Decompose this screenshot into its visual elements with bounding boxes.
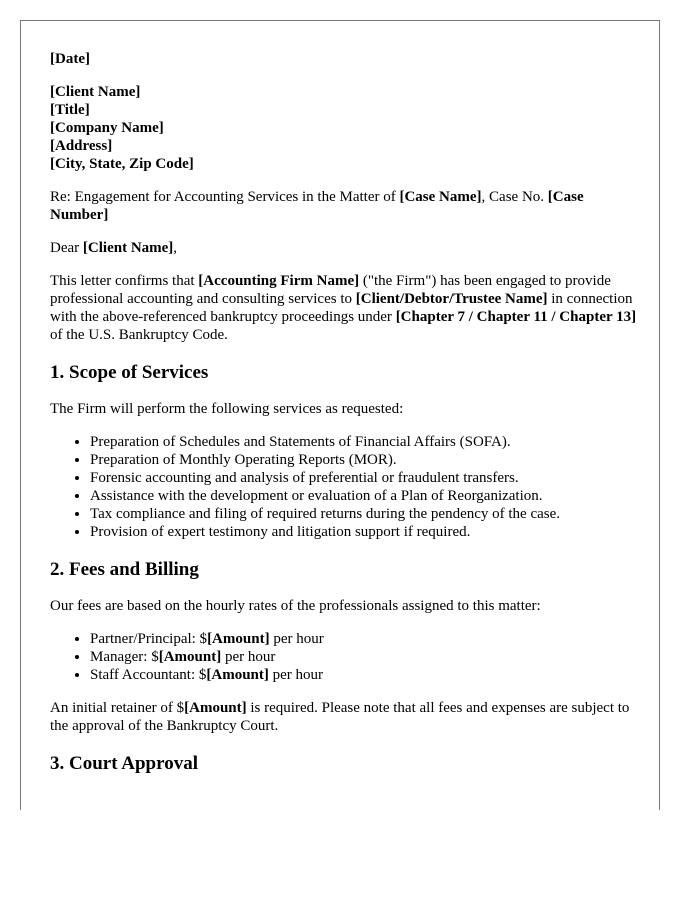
intro-firm-name: [Accounting Firm Name] [198, 273, 360, 289]
retainer-paragraph [50, 699, 640, 735]
hourly-rates-list [50, 630, 640, 684]
rate-amount: [Amount] [207, 631, 270, 647]
list-item: • Preparation of Monthly Operating Reports (MOR). [90, 451, 640, 469]
re-case-number: [Case Number] [50, 189, 584, 223]
section1-heading: 1. Scope of Services [50, 362, 209, 383]
intro-part1: This letter confirms that [50, 273, 199, 289]
rate-amount: [Amount] [206, 667, 269, 683]
list-item: • Forensic accounting and analysis of preferential or fraudulent transfers. [90, 469, 640, 487]
recipient-title: [Title] [50, 102, 90, 118]
rate-unit: per hour [269, 631, 324, 647]
section1-lead: The Firm will perform the following services as requested: [50, 401, 404, 417]
salutation-prefix: Dear [50, 240, 83, 256]
intro-part3: in connection with the above-referenced bankruptcy proceedings under [50, 291, 633, 325]
rate-role: Manager: $ [90, 649, 159, 665]
letter-date: [Date] [50, 51, 90, 67]
recipient-company-name: [Company Name] [50, 120, 164, 136]
salutation-suffix: , [173, 240, 178, 256]
list-item: • Tax compliance and filing of required returns during the pendency of the case. [90, 505, 640, 523]
rate-item-partner [90, 630, 640, 648]
recipient-address-block [50, 83, 640, 173]
intro-paragraph [50, 272, 640, 344]
retainer-suffix: is required. Please note that all fees and expenses are subject to the approval of the Bankruptcy Court. [50, 700, 630, 734]
rate-role: Staff Accountant: $ [90, 667, 207, 683]
recipient-city-state-zip: [City, State, Zip Code] [50, 156, 194, 172]
recipient-address: [Address] [50, 138, 113, 154]
section2-lead: Our fees are based on the hourly rates of the professionals assigned to this matter: [50, 598, 541, 614]
rate-amount: [Amount] [158, 649, 222, 665]
letter-page [20, 20, 660, 810]
re-line [50, 188, 640, 224]
recipient-client-name: [Client Name] [50, 84, 141, 100]
intro-client-debtor: [Client/Debtor/Trustee Name] [355, 291, 548, 307]
list-item: • Preparation of Schedules and Statements of Financial Affairs (SOFA). [90, 433, 640, 451]
re-middle: , Case No. [481, 189, 548, 205]
rate-item-staff [90, 666, 640, 684]
intro-part2: ("the Firm") has been engaged to provide professional accounting and consulting services to [50, 273, 611, 307]
intro-part4: of the U.S. Bankruptcy Code. [50, 327, 228, 343]
re-case-name: [Case Name] [399, 189, 482, 205]
rate-unit: per hour [221, 649, 276, 665]
rate-unit: per hour [268, 667, 324, 683]
salutation-name: [Client Name] [82, 240, 174, 256]
intro-chapter: [Chapter 7 / Chapter 11 / Chapter 13] [395, 309, 637, 325]
rate-item-manager [90, 648, 640, 666]
letter-body [50, 50, 640, 791]
scope-services-list [50, 433, 640, 541]
retainer-amount: [Amount] [184, 700, 247, 716]
list-item: • Assistance with the development or evaluation of a Plan of Reorganization. [90, 487, 640, 505]
salutation [50, 239, 640, 257]
section3-heading: 3. Court Approval [50, 753, 198, 774]
re-prefix: Re: Engagement for Accounting Services in the Matter of [50, 189, 400, 205]
rate-role: Partner/Principal: $ [90, 631, 208, 647]
list-item: • Provision of expert testimony and litigation support if required. [90, 523, 640, 541]
section2-heading: 2. Fees and Billing [50, 559, 199, 580]
retainer-prefix: An initial retainer of $ [50, 700, 185, 716]
